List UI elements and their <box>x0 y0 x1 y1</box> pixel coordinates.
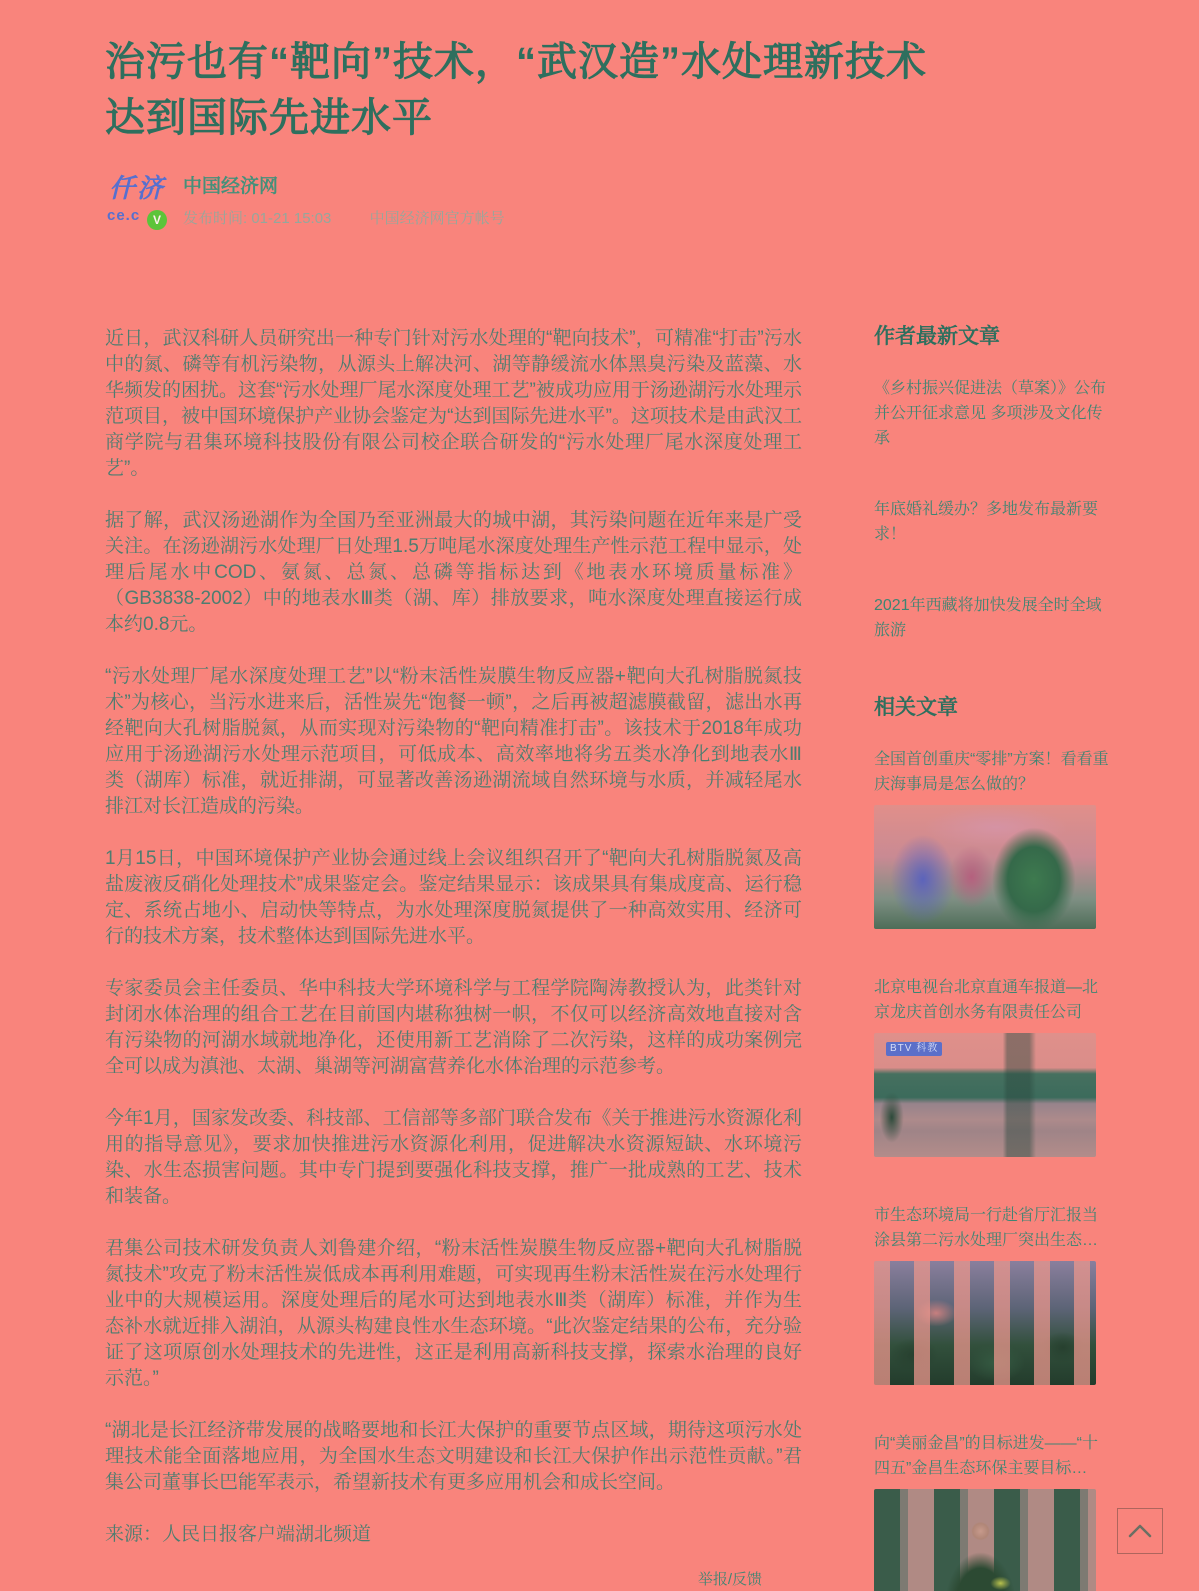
related-article-thumbnail-harbor <box>874 805 1096 929</box>
latest-article-link[interactable]: 年底婚礼缓办？多地发布最新要求！ <box>874 501 1099 543</box>
page-title-line2: 达到国际先进水平 <box>105 96 433 140</box>
article-paragraph: 1月15日，中国环境保护产业协会通过线上会议组织召开了“靶向大孔树脂脱氮及高盐废液反硝化处理技术”成果鉴定会。鉴定结果显示：该成果具有集成度高、运行稳定、系统占地小、启动快等特点，为水处理深度脱氮提供了一种高效实用、经济可行的技术方案，技术整体达到国际先进水平。 <box>105 848 802 947</box>
author-row <box>105 168 1139 230</box>
chevron-up-icon <box>1128 1524 1152 1538</box>
article-paragraph: “湖北是长江经济带发展的战略要地和长江大保护的重要节点区域，期待这项污水处理技术能全面落地应用，为全国水生态文明建设和长江大保护作出示范性贡献。”君集公司董事长巴能军表示，希望新技术有更多应用机会和成长空间。 <box>105 1420 802 1493</box>
related-article-title: 北京电视台北京直通车报道—北京龙庆首创水务有限责任公司 <box>874 979 1099 1021</box>
article-source: 来源：人民日报客户端湖北频道 <box>105 1524 372 1545</box>
article-header <box>0 0 1199 230</box>
article-paragraph: “污水处理厂尾水深度处理工艺”以“粉末活性炭膜生物反应器+靶向大孔树脂脱氮技术”为核心，当污水进来后，活性炭先“饱餐一顿”，之后再被超滤膜截留，滤出水再经靶向大孔树脂脱氮，从而实现对污染物的“靶向精准打击”。该技术于2018年成功应用于汤逊湖污水处理示范项目，可低成本、高效率地将劣五类水净化到地表水Ⅲ类（湖库）标准，就近排湖，可显著改善汤逊湖流域自然环境与水质，并减轻尾水排江对长江造成的污染。 <box>105 666 802 817</box>
related-article-title: 全国首创重庆“零排”方案！看看重庆海事局是怎么做的？ <box>874 751 1109 793</box>
article-paragraph: 据了解，武汉汤逊湖作为全国乃至亚洲最大的城中湖，其污染问题在近年来是广受关注。在汤逊湖污水处理厂日处理1.5万吨尾水深度处理生产性示范工程中显示，处理后尾水中COD、氨氮、总氮、总磷等指标达到《地表水环境质量标准》（GB3838-2002）中的地表水Ⅲ类（湖、库）排放要求，吨水深度处理直接运行成本约0.8元。 <box>105 510 802 635</box>
page-title-line1: 治污也有“靶向”技术，“武汉造”水处理新技术 <box>105 40 927 84</box>
article-paragraph: 专家委员会主任委员、华中科技大学环境科学与工程学院陶涛教授认为，此类针对封闭水体治理的组合工艺在目前国内堪称独树一帜，不仅可以经济高效地直接对含有污染物的河湖水域就地净化，还使用新工艺消除了二次污染，这样的成功案例完全可以成为滇池、太湖、巢湖等河湖富营养化水体治理的示范参考。 <box>105 978 802 1077</box>
official-account-label: 中国经济网官方帐号 <box>369 209 505 227</box>
related-article-item[interactable] <box>874 1431 1109 1591</box>
logo-calligraphy: 仟济 <box>109 173 166 203</box>
latest-article-link[interactable]: 《乡村振兴促进法（草案）》公布并公开征求意见 多项涉及文化传承 <box>874 380 1107 447</box>
report-row <box>105 1568 802 1589</box>
article-paragraph: 君集公司技术研发负责人刘鲁建介绍，“粉末活性炭膜生物反应器+靶向大孔树脂脱氮技术”攻克了粉末活性炭低成本再利用难题，可实现再生粉末活性炭在污水处理行业中的大规模运用。深度处理后的尾水可达到地表水Ⅲ类（湖库）标准，并作为生态补水就近排入湖泊，从源头构建良性水生态环境。“此次鉴定结果的公布，充分验证了这项原创水处理技术的先进性，这正是利用高新科技支撑，探索水治理的良好示范。” <box>105 1238 802 1389</box>
report-feedback-link[interactable]: 举报/反馈 <box>697 1571 762 1588</box>
page-title <box>105 34 1139 146</box>
related-article-item[interactable] <box>874 1203 1109 1385</box>
related-article-item[interactable] <box>874 747 1109 929</box>
author-name-link[interactable]: 中国经济网 <box>183 175 279 197</box>
sidebar <box>874 230 1109 1591</box>
back-to-top-button[interactable] <box>1117 1508 1163 1554</box>
related-articles-header: 相关文章 <box>874 696 958 719</box>
publisher-logo[interactable] <box>105 168 167 230</box>
latest-articles-header: 作者最新文章 <box>874 325 1000 348</box>
related-article-title: 向“美丽金昌”的目标进发——“十四五”金昌生态环保主要目标… <box>874 1435 1098 1477</box>
publish-meta <box>183 207 505 228</box>
author-meta <box>183 171 505 228</box>
publish-time: 发布时间: 01-21 15:03 <box>183 209 332 227</box>
latest-article-link[interactable]: 2021年西藏将加快发展全时全域旅游 <box>874 597 1102 639</box>
related-article-thumbnail-building <box>874 1033 1096 1157</box>
verified-badge-icon: V <box>147 210 167 230</box>
related-article-title: 市生态环境局一行赴省厅汇报当涂县第二污水处理厂突出生态… <box>874 1207 1099 1249</box>
article-paragraph: 今年1月，国家发改委、科技部、工信部等多部门联合发布《关于推进污水资源化利用的指导意见》，要求加快推进污水资源化利用，促进解决水资源短缺、水环境污染、水生态损害问题。其中专门提到要强化科技支撑，推广一批成熟的工艺、技术和装备。 <box>105 1108 802 1207</box>
related-article-thumbnail-meeting <box>874 1261 1096 1385</box>
content-columns <box>0 230 1199 1591</box>
related-article-thumbnail-interview <box>874 1489 1096 1591</box>
article-paragraph: 近日，武汉科研人员研究出一种专门针对污水处理的“靶向技术”，可精准“打击”污水中的氮、磷等有机污染物，从源头上解决河、湖等静缓流水体黑臭污染及蓝藻、水华频发的困扰。这套“污水处理厂尾水深度处理工艺”被成功应用于汤逊湖污水处理示范项目，被中国环境保护产业协会鉴定为“达到国际先进水平”。这项技术是由武汉工商学院与君集环境科技股份有限公司校企联合研发的“污水处理厂尾水深度处理工艺”。 <box>105 328 802 479</box>
logo-domain: ce.c <box>107 207 141 224</box>
related-article-item[interactable] <box>874 975 1109 1157</box>
article-body <box>105 230 802 1591</box>
btv-watermark: BTV 科教 <box>886 1042 942 1056</box>
